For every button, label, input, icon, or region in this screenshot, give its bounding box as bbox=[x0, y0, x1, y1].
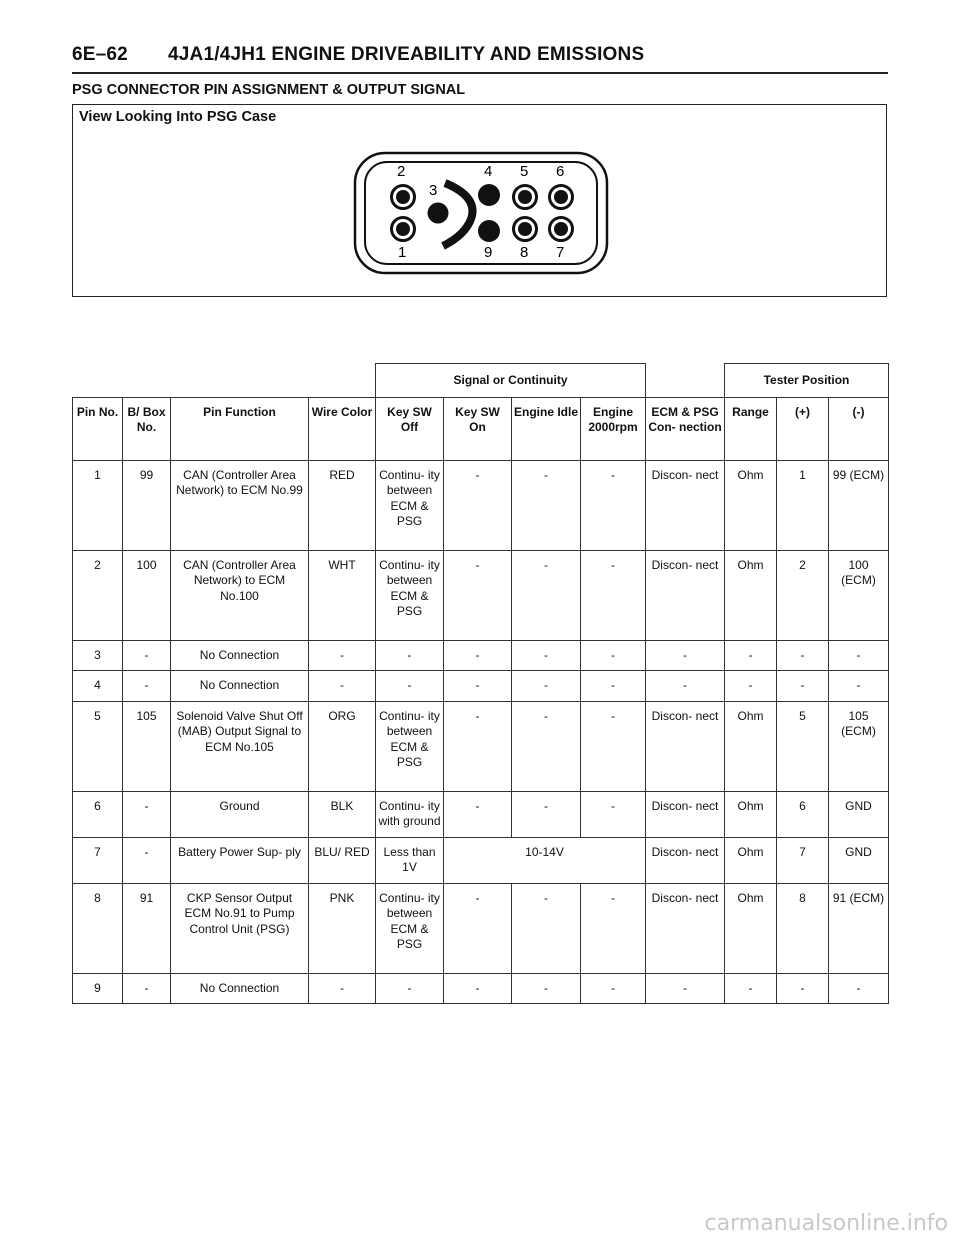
cell-plus: 8 bbox=[777, 883, 829, 973]
cell-2000rpm: - bbox=[581, 883, 646, 973]
cell-minus: 105 (ECM) bbox=[829, 701, 889, 791]
page-header bbox=[72, 44, 888, 74]
cell-key-on: - bbox=[444, 883, 512, 973]
cell-idle: - bbox=[512, 550, 581, 640]
pin-6-terminal bbox=[550, 186, 573, 209]
cell-minus: GND bbox=[829, 837, 889, 883]
cell-wire: - bbox=[309, 640, 376, 671]
cell-plus: 2 bbox=[777, 550, 829, 640]
cell-wire: RED bbox=[309, 460, 376, 550]
cell-function: Ground bbox=[171, 791, 309, 837]
cell-key-on: - bbox=[444, 701, 512, 791]
cell-key-off: - bbox=[376, 973, 444, 1004]
cell-key-off: Continu- ity between ECM & PSG bbox=[376, 883, 444, 973]
pin-4-terminal bbox=[478, 184, 500, 206]
col-header-plus: (+) bbox=[777, 397, 829, 460]
cell-idle: - bbox=[512, 460, 581, 550]
table-row bbox=[73, 671, 889, 702]
table-row bbox=[73, 640, 889, 671]
pin-label-2: 2 bbox=[397, 163, 406, 180]
col-header-2000rpm: Engine 2000rpm bbox=[581, 397, 646, 460]
cell-pin: 3 bbox=[73, 640, 123, 671]
cell-range: - bbox=[725, 973, 777, 1004]
pin-label-6: 6 bbox=[556, 163, 565, 180]
col-header-bbox: B/ Box No. bbox=[123, 397, 171, 460]
cell-ecm: Discon- nect bbox=[646, 701, 725, 791]
col-header-wire: Wire Color bbox=[309, 397, 376, 460]
signal-group-header: Signal or Continuity bbox=[376, 364, 646, 398]
cell-bbox: - bbox=[123, 973, 171, 1004]
cell-2000rpm: - bbox=[581, 460, 646, 550]
pin-7-terminal bbox=[550, 218, 573, 241]
page-title: 4JA1/4JH1 ENGINE DRIVEABILITY AND EMISSIONS bbox=[168, 44, 645, 65]
cell-bbox: 91 bbox=[123, 883, 171, 973]
cell-bbox: - bbox=[123, 640, 171, 671]
cell-range: Ohm bbox=[725, 460, 777, 550]
connector-view-box bbox=[72, 104, 887, 297]
cell-plus: - bbox=[777, 640, 829, 671]
cell-plus: 1 bbox=[777, 460, 829, 550]
pin-label-7: 7 bbox=[556, 244, 565, 261]
psg-connector-diagram bbox=[353, 151, 609, 275]
table-group-header-blank bbox=[73, 364, 376, 398]
table-row bbox=[73, 883, 889, 973]
cell-wire: - bbox=[309, 671, 376, 702]
cell-idle: - bbox=[512, 671, 581, 702]
cell-function: Solenoid Valve Shut Off (MAB) Output Signal to ECM No.105 bbox=[171, 701, 309, 791]
cell-key-off: Continu- ity with ground bbox=[376, 791, 444, 837]
cell-bbox: - bbox=[123, 837, 171, 883]
cell-range: Ohm bbox=[725, 837, 777, 883]
cell-plus: 6 bbox=[777, 791, 829, 837]
pin-label-5: 5 bbox=[520, 163, 529, 180]
cell-bbox: 100 bbox=[123, 550, 171, 640]
cell-voltage-span: 10-14V bbox=[444, 837, 646, 883]
cell-2000rpm: - bbox=[581, 640, 646, 671]
cell-pin: 4 bbox=[73, 671, 123, 702]
cell-plus: 7 bbox=[777, 837, 829, 883]
cell-key-off: Continu- ity between ECM & PSG bbox=[376, 701, 444, 791]
col-header-ecm: ECM & PSG Con- nection bbox=[646, 397, 725, 460]
pin-label-4: 4 bbox=[484, 163, 493, 180]
cell-bbox: - bbox=[123, 671, 171, 702]
cell-pin: 5 bbox=[73, 701, 123, 791]
cell-ecm: Discon- nect bbox=[646, 883, 725, 973]
cell-key-off: Continu- ity between ECM & PSG bbox=[376, 460, 444, 550]
cell-wire: ORG bbox=[309, 701, 376, 791]
table-group-header-gap bbox=[646, 364, 725, 398]
cell-ecm: Discon- nect bbox=[646, 550, 725, 640]
cell-key-off: - bbox=[376, 640, 444, 671]
cell-2000rpm: - bbox=[581, 550, 646, 640]
cell-wire: BLK bbox=[309, 791, 376, 837]
cell-plus: - bbox=[777, 973, 829, 1004]
cell-ecm: Discon- nect bbox=[646, 791, 725, 837]
cell-function: CAN (Controller Area Network) to ECM No.99 bbox=[171, 460, 309, 550]
cell-plus: 5 bbox=[777, 701, 829, 791]
col-header-key-off: Key SW Off bbox=[376, 397, 444, 460]
col-header-minus: (-) bbox=[829, 397, 889, 460]
col-header-key-on: Key SW On bbox=[444, 397, 512, 460]
cell-pin: 6 bbox=[73, 791, 123, 837]
pin-label-1: 1 bbox=[398, 244, 407, 261]
cell-key-on: - bbox=[444, 460, 512, 550]
pin-9-terminal bbox=[478, 220, 500, 242]
cell-2000rpm: - bbox=[581, 671, 646, 702]
pin-1-terminal bbox=[392, 218, 415, 241]
site-watermark: carmanualsonline.info bbox=[704, 1211, 948, 1236]
cell-pin: 8 bbox=[73, 883, 123, 973]
table-row bbox=[73, 460, 889, 550]
cell-key-off: - bbox=[376, 671, 444, 702]
cell-2000rpm: - bbox=[581, 973, 646, 1004]
cell-function: No Connection bbox=[171, 973, 309, 1004]
cell-wire: PNK bbox=[309, 883, 376, 973]
cell-wire: BLU/ RED bbox=[309, 837, 376, 883]
tester-group-header: Tester Position bbox=[725, 364, 889, 398]
cell-key-on: - bbox=[444, 640, 512, 671]
col-header-idle: Engine Idle bbox=[512, 397, 581, 460]
cell-range: - bbox=[725, 671, 777, 702]
page-number: 6E–62 bbox=[72, 44, 128, 65]
pin-2-terminal bbox=[392, 186, 415, 209]
cell-key-off: Less than 1V bbox=[376, 837, 444, 883]
table-group-header-row bbox=[73, 364, 889, 398]
pin-label-8: 8 bbox=[520, 244, 529, 261]
col-header-function: Pin Function bbox=[171, 397, 309, 460]
cell-range: - bbox=[725, 640, 777, 671]
cell-ecm: - bbox=[646, 671, 725, 702]
cell-idle: - bbox=[512, 701, 581, 791]
cell-function: No Connection bbox=[171, 671, 309, 702]
cell-key-on: - bbox=[444, 791, 512, 837]
cell-minus: 100 (ECM) bbox=[829, 550, 889, 640]
table-row bbox=[73, 791, 889, 837]
cell-ecm: Discon- nect bbox=[646, 837, 725, 883]
col-header-range: Range bbox=[725, 397, 777, 460]
pin-3-terminal bbox=[428, 203, 449, 224]
table-row bbox=[73, 701, 889, 791]
cell-minus: - bbox=[829, 671, 889, 702]
cell-function: CAN (Controller Area Network) to ECM No.100 bbox=[171, 550, 309, 640]
cell-function: No Connection bbox=[171, 640, 309, 671]
table-row bbox=[73, 550, 889, 640]
cell-idle: - bbox=[512, 973, 581, 1004]
cell-range: Ohm bbox=[725, 883, 777, 973]
table-column-header-row bbox=[73, 397, 889, 460]
cell-key-on: - bbox=[444, 973, 512, 1004]
cell-minus: - bbox=[829, 973, 889, 1004]
cell-key-on: - bbox=[444, 671, 512, 702]
cell-pin: 1 bbox=[73, 460, 123, 550]
cell-key-off: Continu- ity between ECM & PSG bbox=[376, 550, 444, 640]
cell-range: Ohm bbox=[725, 791, 777, 837]
cell-idle: - bbox=[512, 883, 581, 973]
cell-ecm: - bbox=[646, 640, 725, 671]
connector-view-caption: View Looking Into PSG Case bbox=[79, 109, 277, 125]
cell-2000rpm: - bbox=[581, 791, 646, 837]
cell-pin: 2 bbox=[73, 550, 123, 640]
cell-minus: 99 (ECM) bbox=[829, 460, 889, 550]
cell-range: Ohm bbox=[725, 701, 777, 791]
cell-idle: - bbox=[512, 791, 581, 837]
cell-function: CKP Sensor Output ECM No.91 to Pump Control Unit (PSG) bbox=[171, 883, 309, 973]
cell-wire: - bbox=[309, 973, 376, 1004]
cell-minus: 91 (ECM) bbox=[829, 883, 889, 973]
cell-wire: WHT bbox=[309, 550, 376, 640]
cell-bbox: 105 bbox=[123, 701, 171, 791]
cell-pin: 9 bbox=[73, 973, 123, 1004]
cell-bbox: - bbox=[123, 791, 171, 837]
cell-bbox: 99 bbox=[123, 460, 171, 550]
connector-outer-shell bbox=[355, 153, 607, 273]
pin-5-terminal bbox=[514, 186, 537, 209]
col-header-pin: Pin No. bbox=[73, 397, 123, 460]
cell-plus: - bbox=[777, 671, 829, 702]
cell-2000rpm: - bbox=[581, 701, 646, 791]
cell-ecm: - bbox=[646, 973, 725, 1004]
pin-label-9: 9 bbox=[484, 244, 493, 261]
cell-minus: GND bbox=[829, 791, 889, 837]
cell-minus: - bbox=[829, 640, 889, 671]
cell-pin: 7 bbox=[73, 837, 123, 883]
pin-assignment-table bbox=[72, 363, 889, 1004]
cell-key-on: - bbox=[444, 550, 512, 640]
section-title: PSG CONNECTOR PIN ASSIGNMENT & OUTPUT SIGNAL bbox=[72, 82, 466, 98]
table-row bbox=[73, 973, 889, 1004]
table-row bbox=[73, 837, 889, 883]
pin-8-terminal bbox=[514, 218, 537, 241]
cell-function: Battery Power Sup- ply bbox=[171, 837, 309, 883]
pin-label-3: 3 bbox=[429, 182, 438, 199]
cell-ecm: Discon- nect bbox=[646, 460, 725, 550]
cell-range: Ohm bbox=[725, 550, 777, 640]
cell-idle: - bbox=[512, 640, 581, 671]
